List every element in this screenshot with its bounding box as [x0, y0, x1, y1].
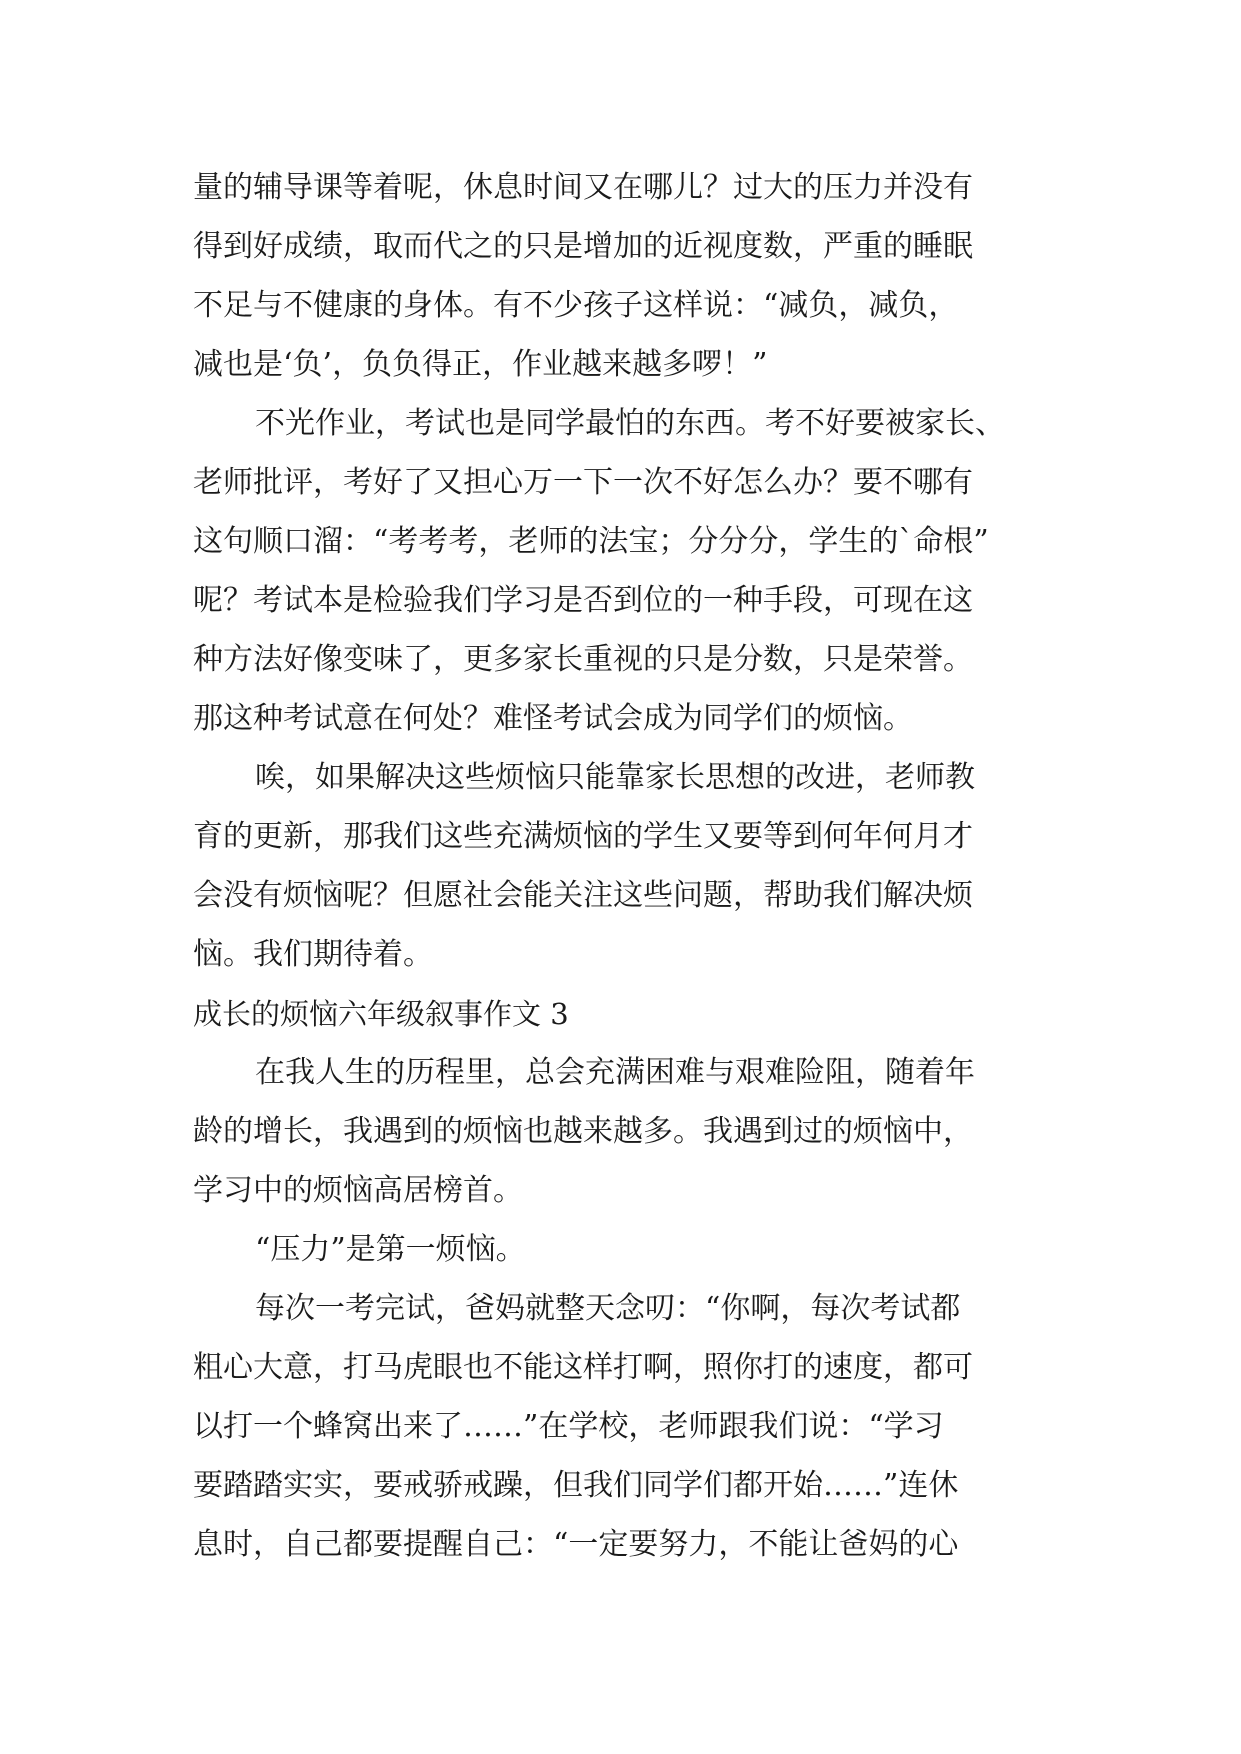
- text-line: 会没有烦恼呢？但愿社会能关注这些问题，帮助我们解决烦: [193, 878, 973, 913]
- text-line: 以打一个蜂窝出来了……”在学校，老师跟我们说：“学习: [193, 1409, 944, 1444]
- text-line: 量的辅导课等着呢，休息时间又在哪儿？过大的压力并没有: [193, 170, 973, 205]
- text-line: 粗心大意，打马虎眼也不能这样打啊，照你打的速度，都可: [193, 1350, 973, 1385]
- paragraph-start-line: 每次一考完试，爸妈就整天念叨：“你啊，每次考试都: [255, 1291, 961, 1326]
- paragraph-start-line: “压力”是第一烦恼。: [255, 1232, 526, 1267]
- text-line: 减也是‘负’，负负得正，作业越来越多啰！”: [193, 347, 768, 382]
- text-line: 恼。我们期待着。: [193, 937, 433, 972]
- paragraph-start-line: 不光作业，考试也是同学最怕的东西。考不好要被家长、: [255, 406, 1005, 441]
- paragraph-start-line: 唉，如果解决这些烦恼只能靠家长思想的改进，老师教: [255, 760, 975, 795]
- text-line: 息时，自己都要提醒自己：“一定要努力，不能让爸妈的心: [193, 1527, 959, 1562]
- text-line: 那这种考试意在何处？难怪考试会成为同学们的烦恼。: [193, 701, 913, 736]
- paragraph-start-line: 在我人生的历程里，总会充满困难与艰难险阻，随着年: [255, 1055, 975, 1090]
- text-line: 学习中的烦恼高居榜首。: [193, 1173, 523, 1208]
- section-heading: 成长的烦恼六年级叙事作文 3: [193, 997, 569, 1031]
- text-line: 不足与不健康的身体。有不少孩子这样说：“减负，减负，: [193, 288, 959, 323]
- text-line: 得到好成绩，取而代之的只是增加的近视度数，严重的睡眠: [193, 229, 973, 264]
- text-line: 种方法好像变味了，更多家长重视的只是分数，只是荣誉。: [193, 642, 973, 677]
- text-line: 呢？考试本是检验我们学习是否到位的一种手段，可现在这: [193, 583, 973, 618]
- text-line: 要踏踏实实，要戒骄戒躁，但我们同学们都开始……”连休: [193, 1468, 959, 1503]
- text-line: 龄的增长，我遇到的烦恼也越来越多。我遇到过的烦恼中，: [193, 1114, 973, 1149]
- text-line: 育的更新，那我们这些充满烦恼的学生又要等到何年何月才: [193, 819, 973, 854]
- text-line: 这句顺口溜：“考考考，老师的法宝；分分分，学生的`命根”: [193, 524, 989, 559]
- text-line: 老师批评，考好了又担心万一下一次不好怎么办？要不哪有: [193, 465, 973, 500]
